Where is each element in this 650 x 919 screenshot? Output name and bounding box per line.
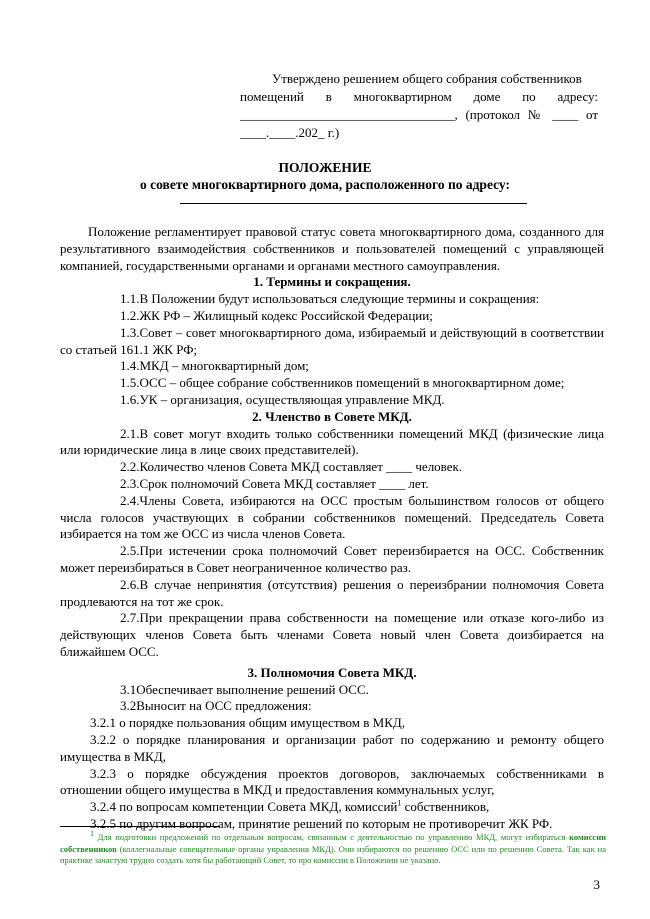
item-1-6	[60, 392, 604, 409]
item-number: 2.4.	[120, 492, 140, 508]
item-number: 2.1.	[120, 425, 140, 441]
approval-line-3: _________________________________, (протокол № ____ от	[240, 107, 598, 122]
footnote-separator	[60, 826, 220, 827]
item-1-1	[60, 291, 604, 308]
item-text: Обеспечивает выполнение решений ОСС.	[136, 681, 369, 697]
item-3-2-1: 3.2.1 о порядке пользования общим имуществом в МКД,	[90, 715, 406, 731]
page-number: 3	[593, 877, 600, 892]
item-text: МКД – многоквартирный дом;	[139, 358, 309, 374]
approval-line-2: помещений в многоквартирном доме по адресу:	[240, 89, 598, 104]
item-text: В Положении будут использоваться следующие термины и сокращения:	[139, 291, 540, 307]
item-number: 1.6.	[120, 391, 140, 407]
item-text: Совет – совет многоквартирного дома, избираемый и действующий в соответствии со статьей 161.1 ЖК РФ;	[60, 324, 604, 357]
item-text: При истечении срока полномочий Совет переизбирается на ОСС. Собственник может переизбираться в Совет неограниченное количество раз.	[60, 543, 604, 575]
item-text: В случае непринятия (отсутствия) решения о переизбрании полномочия Совета продлеваются на тот же срок.	[60, 576, 604, 609]
item-text: Выносит на ОСС предложения:	[136, 698, 312, 714]
approval-stamp	[240, 70, 598, 142]
footnote	[60, 829, 606, 867]
item-text: Количество членов Совета МКД составляет ____ человек.	[139, 459, 463, 475]
item-text: УК – организация, осуществляющая управление МКД.	[139, 391, 445, 407]
item-text: В совет могут входить только собственники помещений МКД (физические лица или юридические лица в лице своих представителей).	[60, 425, 604, 458]
footnote-reference[interactable]: 1	[397, 798, 402, 808]
item-number: 1.5.	[120, 375, 140, 391]
document-subtitle: о совете многоквартирного дома, расположенного по адресу:	[140, 177, 510, 192]
item-text-end: собственников,	[401, 799, 490, 815]
item-number: 2.2.	[120, 459, 140, 475]
approval-line-4: ____.____.202_ г.)	[240, 125, 340, 140]
item-2-2	[60, 459, 604, 476]
item-number: 2.5.	[120, 543, 140, 559]
item-text: Срок полномочий Совета МКД составляет ____ лет.	[139, 475, 429, 491]
item-text: ЖК РФ – Жилищный кодекс Российской Федерации;	[139, 307, 433, 323]
item-number: 1.1.	[120, 291, 140, 307]
item-1-2	[60, 308, 604, 325]
item-2-6	[60, 577, 604, 611]
section-3-heading: 3. Полномочия Совета МКД.	[247, 664, 417, 680]
item-1-4	[60, 358, 604, 375]
section-1-heading: 1. Термины и сокращения.	[253, 274, 411, 290]
footnote-bold-term: комиссии собственников	[60, 832, 606, 854]
section-2-heading: 2. Членство в Совете МКД.	[252, 408, 412, 424]
item-text: 3.2.4 по вопросам компетенции Совета МКД, комиссий	[90, 799, 398, 815]
item-3-2-5: 3.2.5 по другим вопросам, принятие решений по которым не противоречит ЖК РФ.	[90, 815, 553, 831]
footnote-mark: 1	[90, 829, 94, 839]
footnote-text-end: (коллегиальные совещательные органы управления МКД). Они избираются по решению ОСС или по решению Совета. Так как на практике зачастую трудно создать хотя бы работающий Совет, то про комиссии в Положении не указано.	[60, 843, 606, 865]
item-text: При прекращении права собственности на помещение или отказе кого-либо из действующих членов Совета быть членами Совета новый член Совета доизбирается на ближайшем ОСС.	[60, 610, 604, 659]
item-number: 1.3.	[120, 324, 140, 340]
item-3-2-3: 3.2.3 о порядке обсуждения проектов договоров, заключаемых собственниками в отношении общего имущества в МКД и предоставления коммунальных услуг,	[60, 765, 604, 798]
item-number: 3.1	[120, 681, 137, 697]
item-text: Члены Совета, избираются на ОСС простым большинством голосов от общего числа голосов участвующих в собрании собственников помещений. Председатель Совета избирается на том же ОСС из числа членов Совета.	[60, 492, 604, 542]
item-2-3	[60, 476, 604, 493]
item-number: 2.6.	[120, 576, 140, 592]
item-3-2-4	[60, 799, 604, 816]
item-text: ОСС – общее собрание собственников помещений в многоквартирном доме;	[139, 375, 565, 391]
item-number: 3.2	[120, 698, 137, 714]
document-title: ПОЛОЖЕНИЕ	[278, 160, 372, 175]
item-3-2-2: 3.2.2 о порядке планирования и организации работ по содержанию и ремонту общего имущества в МКД,	[60, 731, 604, 764]
item-2-7	[60, 610, 604, 660]
item-3-1	[60, 682, 604, 699]
item-number: 1.4.	[120, 358, 140, 374]
item-number: 2.7.	[120, 610, 140, 626]
item-2-1	[60, 426, 604, 460]
item-2-5	[60, 543, 604, 577]
item-number: 1.2.	[120, 307, 140, 323]
item-2-4	[60, 493, 604, 543]
item-1-3	[60, 325, 604, 359]
item-1-5	[60, 375, 604, 392]
item-3-2	[60, 698, 604, 715]
footnote-text: Для подготовки предложений по отдельным вопросам, связанным с деятельностью по управлению МКД, могут избираться	[94, 832, 570, 842]
intro-paragraph: Положение регламентирует правовой статус совета многоквартирного дома, созданного для результативного взаимодействия собственников и пользователей помещений с управляющей компанией, государственными органами и органами местного самоуправления.	[60, 224, 604, 273]
document-body	[60, 224, 604, 833]
address-underline	[180, 203, 527, 204]
item-number: 2.3.	[120, 475, 140, 491]
approval-line-1: Утверждено решением общего собрания собственников	[272, 71, 582, 86]
